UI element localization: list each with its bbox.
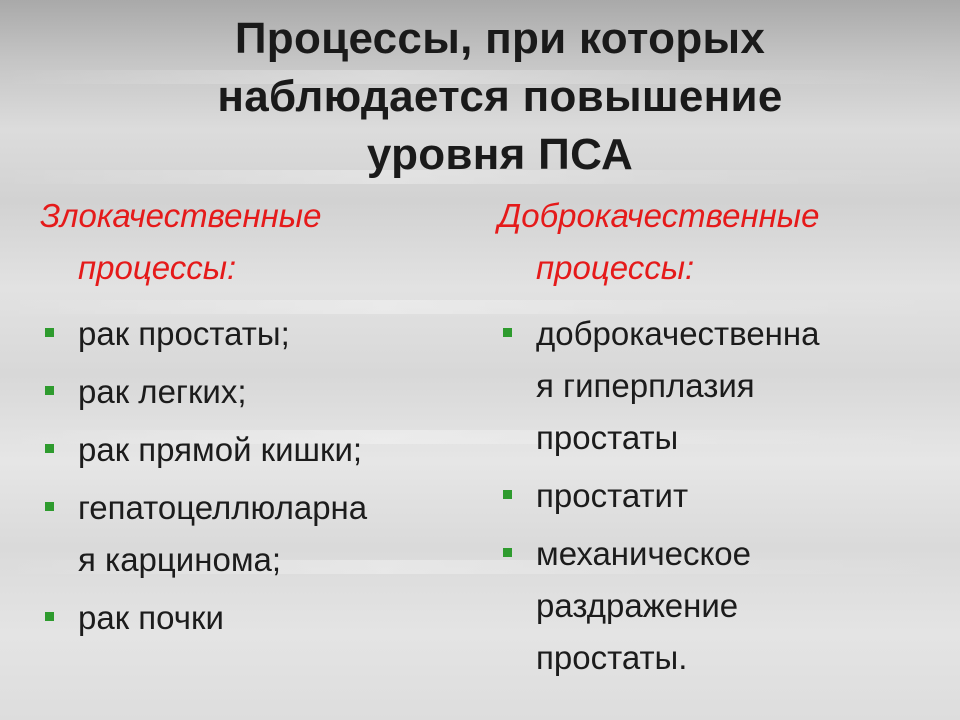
item-text: гепатоцеллюларна <box>78 489 368 526</box>
bullet-square-icon <box>503 548 512 557</box>
item-text: рак легких; <box>78 373 247 410</box>
benign-heading <box>498 190 938 294</box>
item-text: я гиперплазия <box>536 367 755 404</box>
bullet-square-icon <box>503 328 512 337</box>
malignant-list <box>40 308 470 644</box>
bullet-square-icon <box>503 490 512 499</box>
list-item <box>40 592 470 644</box>
list-item <box>40 482 470 586</box>
heading-line: процессы: <box>78 249 237 286</box>
slide-title <box>60 10 940 184</box>
bullet-square-icon <box>45 612 54 621</box>
bullet-square-icon <box>45 502 54 511</box>
list-item <box>498 528 938 684</box>
list-item <box>40 366 470 418</box>
item-text: рак прямой кишки; <box>78 431 363 468</box>
heading-line: процессы: <box>536 249 695 286</box>
item-text: простатит <box>536 477 689 514</box>
list-item <box>498 308 938 464</box>
benign-column <box>498 190 938 690</box>
malignant-heading <box>40 190 470 294</box>
list-item <box>498 470 938 522</box>
malignant-column <box>40 190 470 650</box>
list-item <box>40 424 470 476</box>
bullet-square-icon <box>45 444 54 453</box>
heading-line: Доброкачественные <box>498 197 820 234</box>
item-text: рак простаты; <box>78 315 290 352</box>
title-line: наблюдается повышение <box>217 72 783 121</box>
list-item <box>40 308 470 360</box>
item-text: механическое <box>536 535 752 572</box>
item-text: простаты <box>536 419 679 456</box>
bullet-square-icon <box>45 386 54 395</box>
item-text: рак почки <box>78 599 224 636</box>
item-text: доброкачественна <box>536 315 820 352</box>
item-text: простаты. <box>536 639 688 676</box>
bullet-square-icon <box>45 328 54 337</box>
title-line: уровня ПСА <box>366 130 634 179</box>
benign-list <box>498 308 938 684</box>
item-text: раздражение <box>536 587 739 624</box>
heading-line: Злокачественные <box>40 197 322 234</box>
item-text: я карцинома; <box>78 541 282 578</box>
title-line: Процессы, при которых <box>234 14 766 63</box>
